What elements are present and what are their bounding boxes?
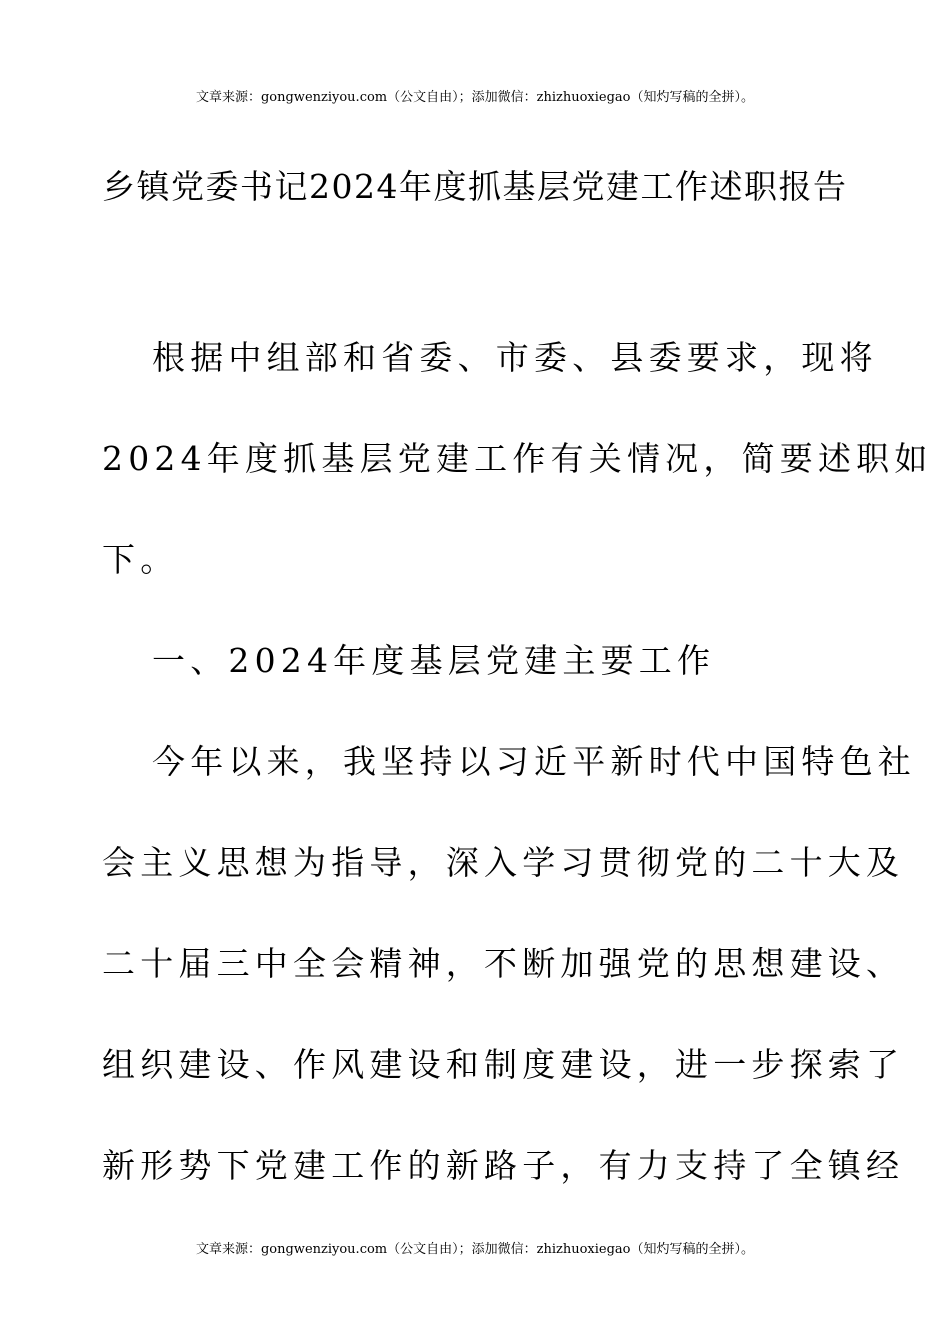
paragraph-line: 会主义思想为指导，深入学习贯彻党的二十大及	[102, 843, 905, 882]
paragraph-line: 二十届三中全会精神，不断加强党的思想建设、	[102, 944, 905, 983]
paragraph-line: 2024年度抓基层党建工作有关情况，简要述职如	[102, 439, 933, 478]
document-body	[102, 330, 933, 1239]
document-title: 乡镇党委书记2024年度抓基层党建工作述职报告	[102, 167, 848, 206]
footer-source-line: 文章来源：gongwenziyou.com（公文自由）；添加微信：zhizhuoxiegao（知灼写稿的全拼）。	[195, 1242, 755, 1257]
header-source-line: 文章来源：gongwenziyou.com（公文自由）；添加微信：zhizhuoxiegao（知灼写稿的全拼）。	[195, 90, 755, 105]
paragraph-line: 下。	[102, 540, 179, 579]
paragraph-line: 新形势下党建工作的新路子，有力支持了全镇经	[102, 1146, 905, 1185]
paragraph-line: 组织建设、作风建设和制度建设，进一步探索了	[102, 1045, 905, 1084]
paragraph-line: 今年以来，我坚持以习近平新时代中国特色社	[152, 742, 916, 781]
paragraph-line: 根据中组部和省委、市委、县委要求，现将	[152, 338, 878, 377]
section-heading: 一、2024年度基层党建主要工作	[152, 641, 716, 680]
